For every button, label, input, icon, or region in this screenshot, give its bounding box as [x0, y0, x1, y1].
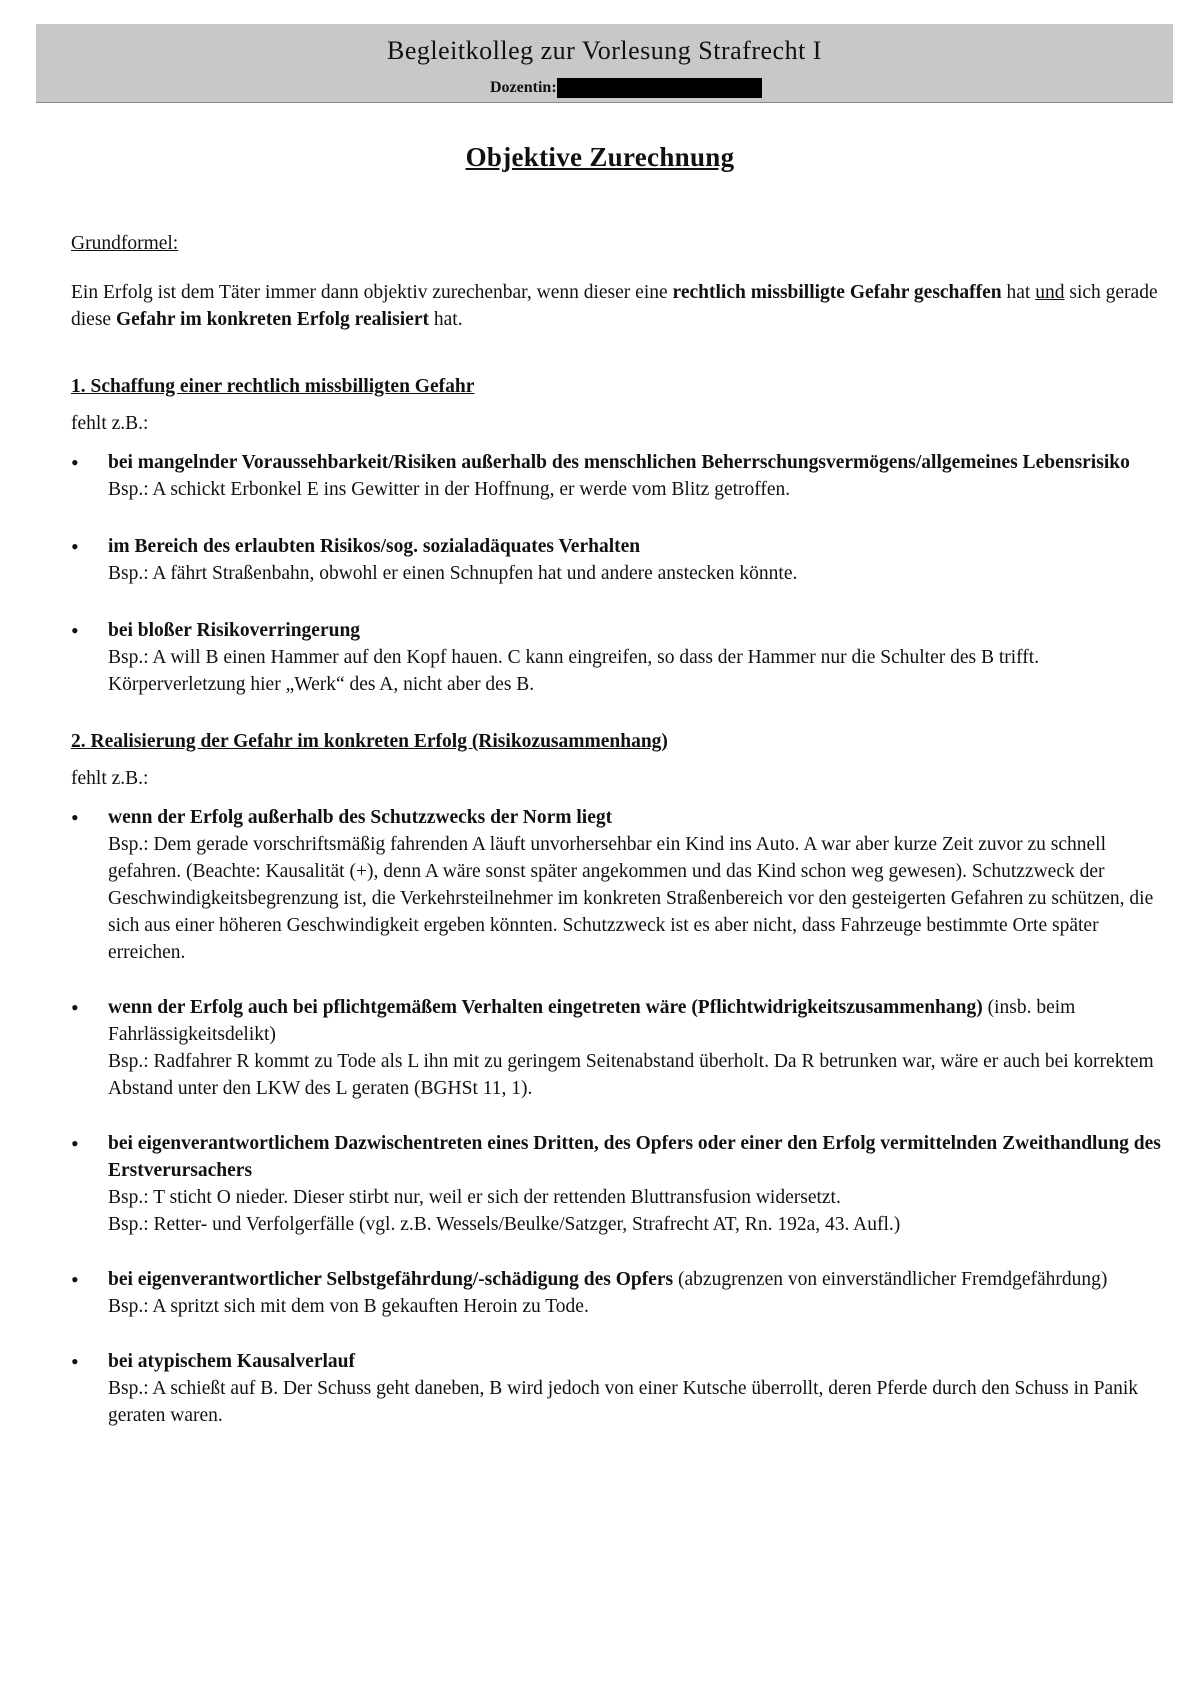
- grundformel-part: hat: [1001, 282, 1036, 303]
- item-title-suffix: (insb. beim Fahrlässigkeitsdelikt): [108, 997, 1076, 1045]
- section-1-lead: fehlt z.B.:: [71, 413, 149, 434]
- item-example: Bsp.: A schickt Erbonkel E ins Gewitter in der Hoffnung, er werde vom Blitz getroffen.: [108, 479, 791, 500]
- item-title-line: [108, 994, 1161, 1048]
- bullet-icon: •: [71, 618, 79, 643]
- item-example: Bsp.: T sticht O nieder. Dieser stirbt nur, weil er sich der rettenden Bluttransfusion widersetzt.: [108, 1187, 841, 1208]
- list-item: [71, 1348, 1161, 1429]
- item-title: im Bereich des erlaubten Risikos/sog. sozialadäquates Verhalten: [108, 536, 641, 557]
- grundformel-part: hat.: [429, 309, 463, 330]
- grundformel-part: sich gerade diese: [71, 282, 1158, 330]
- item-title: wenn der Erfolg auch bei pflichtgemäßem Verhalten eingetreten wäre (Pflichtwidrigkeitszusammenhang): [108, 997, 983, 1018]
- item-title-line: [108, 1266, 1161, 1293]
- bullet-icon: •: [71, 1349, 79, 1374]
- bullet-icon: •: [71, 1267, 79, 1292]
- bullet-icon: •: [71, 1131, 79, 1156]
- item-title: bei bloßer Risikoverringerung: [108, 620, 361, 641]
- item-example: Bsp.: A will B einen Hammer auf den Kopf hauen. C kann eingreifen, so dass der Hammer nur die Schulter des B trifft. Körperverletzung hier „Werk“ des A, nicht aber des B.: [108, 647, 1040, 695]
- item-title: bei atypischem Kausalverlauf: [108, 1351, 355, 1372]
- item-example: Bsp.: A schießt auf B. Der Schuss geht daneben, B wird jedoch von einer Kutsche überrollt, deren Pferde durch den Schuss in Panik geraten waren.: [108, 1378, 1139, 1426]
- document-body: [71, 230, 1161, 1457]
- item-title-line: [108, 449, 1161, 476]
- section-1-heading: 1. Schaffung einer rechtlich missbilligten Gefahr: [71, 376, 475, 397]
- section-2-heading: 2. Realisierung der Gefahr im konkreten Erfolg (Risikozusammenhang): [71, 731, 668, 752]
- item-title-suffix: (abzugrenzen von einverständlicher Fremdgefährdung): [673, 1269, 1108, 1290]
- list-item: [71, 449, 1161, 503]
- section-2: [71, 728, 1161, 1429]
- bullet-icon: •: [71, 450, 79, 475]
- item-example: Bsp.: Dem gerade vorschriftsmäßig fahrenden A läuft unvorhersehbar ein Kind ins Auto. A war aber kurze Zeit zuvor zu schnell gefahren. (Beachte: Kausalität (+), denn A wäre sonst später angekommen und das Kind schon weg gewesen). Schutzzweck der Geschwindigkeitsbegrenzung ist, die Verkehrsteilnehmer im konkreten Straßenbereich vor den gesteigerten Gefahren zu schützen, die sich aus einer höheren Geschwindigkeit ergeben könnten. Schutzzweck ist es aber nicht, dass Fahrzeuge bestimmte Orte später erreichen.: [108, 834, 1154, 963]
- bullet-icon: •: [71, 995, 79, 1020]
- header-band: [36, 24, 1173, 103]
- item-title-line: [108, 1130, 1161, 1184]
- list-item: [71, 1266, 1161, 1320]
- section-1-list: [71, 449, 1161, 698]
- item-title: bei eigenverantwortlichem Dazwischentreten eines Dritten, des Opfers oder einer den Erfolg vermittelnden Zweithandlung des Erstverursachers: [108, 1133, 1161, 1181]
- lecturer-line: [490, 78, 762, 98]
- grundformel-label: Grundformel:: [71, 233, 179, 254]
- item-example: Bsp.: A fährt Straßenbahn, obwohl er einen Schnupfen hat und andere anstecken könnte.: [108, 563, 798, 584]
- item-example: Bsp.: Radfahrer R kommt zu Tode als L ihn mit zu geringem Seitenabstand überholt. Da R betrunken war, wäre er auch bei korrektem Abstand unter den LKW des L geraten (BGHSt 11, 1).: [108, 1051, 1154, 1099]
- list-item: [71, 1130, 1161, 1238]
- grundformel-emphasis: Gefahr im konkreten Erfolg realisiert: [115, 309, 429, 330]
- item-title: bei mangelnder Voraussehbarkeit/Risiken außerhalb des menschlichen Beherrschungsvermögens/allgemeines Lebensrisiko: [108, 452, 1130, 473]
- list-item: [71, 804, 1161, 966]
- section-1: [71, 373, 1161, 698]
- section-2-lead: fehlt z.B.:: [71, 768, 149, 789]
- section-2-list: [71, 804, 1161, 1429]
- item-title-line: [108, 1348, 1161, 1375]
- redaction-bar: [557, 78, 762, 98]
- list-item: [71, 994, 1161, 1102]
- item-example: Bsp.: Retter- und Verfolgerfälle (vgl. z.B. Wessels/Beulke/Satzger, Strafrecht AT, Rn. 192a, 43. Aufl.): [108, 1214, 901, 1235]
- grundformel-emphasis: rechtlich missbilligte Gefahr geschaffen: [672, 282, 1002, 303]
- item-example: Bsp.: A spritzt sich mit dem von B gekauften Heroin zu Tode.: [108, 1296, 589, 1317]
- bullet-icon: •: [71, 534, 79, 559]
- list-item: [71, 533, 1161, 587]
- bullet-icon: •: [71, 805, 79, 830]
- grundformel-text: [71, 279, 1161, 333]
- course-title: Begleitkolleg zur Vorlesung Strafrecht I: [387, 36, 822, 65]
- item-title: bei eigenverantwortlicher Selbstgefährdung/-schädigung des Opfers: [108, 1269, 674, 1290]
- document-title: Objektive Zurechnung: [465, 142, 735, 172]
- list-item: [71, 617, 1161, 698]
- item-title-line: [108, 533, 1161, 560]
- grundformel-part: Ein Erfolg ist dem Täter immer dann objektiv zurechenbar, wenn dieser eine: [71, 282, 673, 303]
- item-title: wenn der Erfolg außerhalb des Schutzzwecks der Norm liegt: [108, 807, 613, 828]
- item-title-line: [108, 804, 1161, 831]
- item-title-line: [108, 617, 1161, 644]
- grundformel-und: und: [1035, 282, 1065, 303]
- lecturer-label: Dozentin:: [490, 79, 557, 96]
